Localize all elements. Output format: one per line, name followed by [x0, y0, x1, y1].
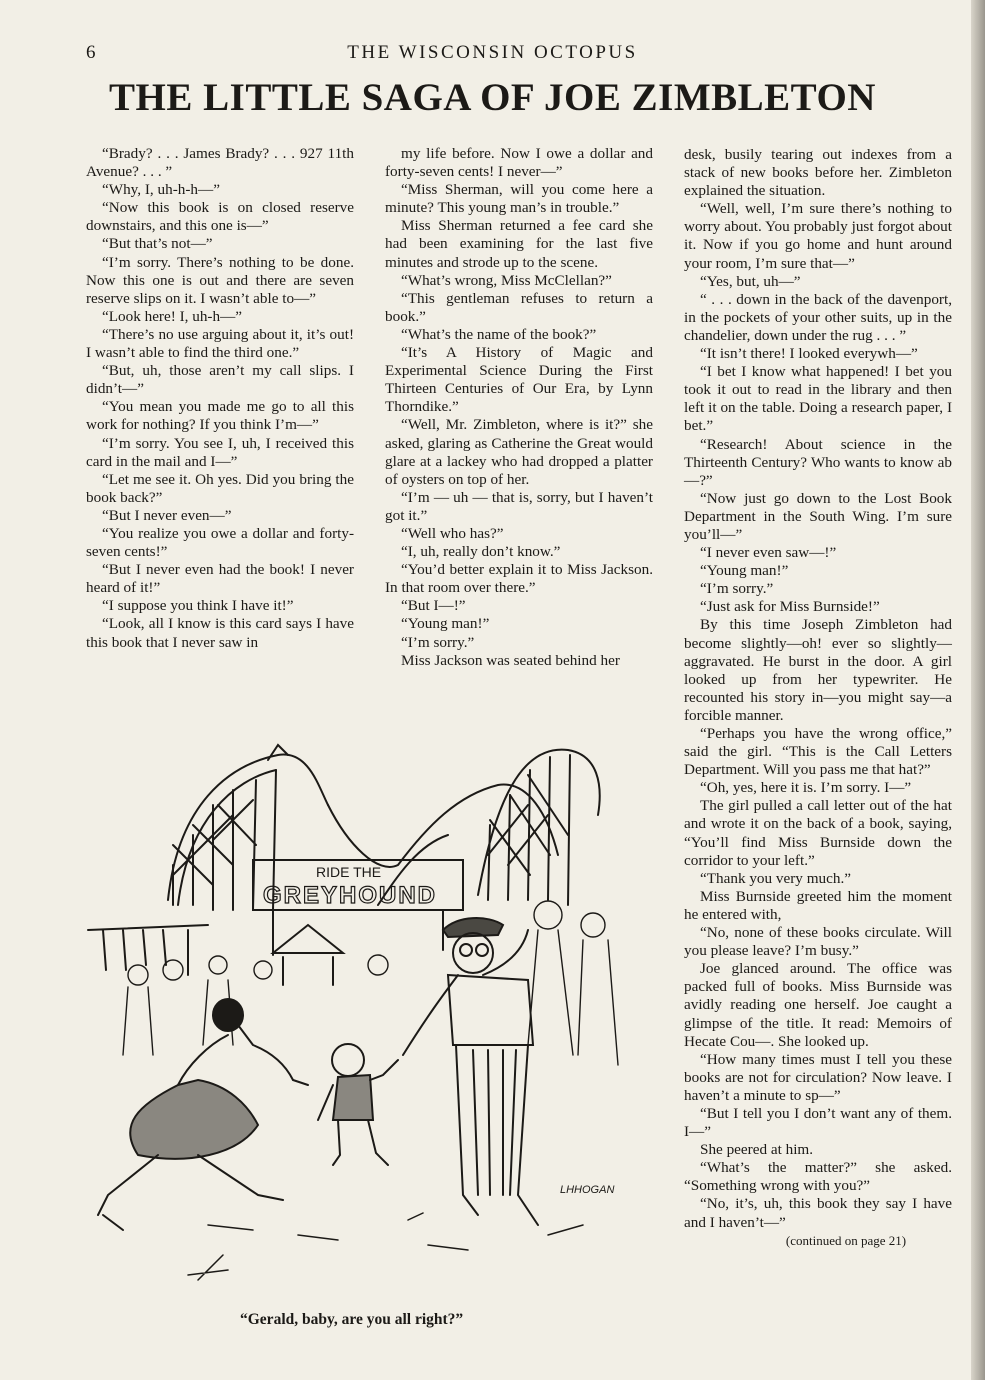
fence-drawing — [88, 925, 343, 985]
page-number: 6 — [86, 42, 96, 63]
paragraph: By this time Joseph Zimbleton had become slightly—oh! ever so slightly—aggravated. He burst in the door. A girl looked up from her typewriter. He recounted his story in—you might say—a forcible manner. — [684, 616, 952, 724]
paragraph: “Research! About science in the Thirteenth Century? Who wants to know ab—?” — [684, 435, 952, 489]
paragraph: “I suppose you think I have it!” — [102, 597, 294, 615]
paragraph: “Well, Mr. Zimbleton, where is it?” she asked, glaring as Catherine the Great would glare at a lackey who had dropped a platter of oysters on top of her. — [385, 416, 653, 488]
paragraph: “I’m sorry.” — [700, 580, 774, 598]
paragraph: “I’m sorry.” — [401, 633, 475, 651]
paragraph: Miss Burnside greeted him the moment he entered with, — [684, 887, 952, 923]
paragraph: “But I never even had the book! I never heard of it!” — [86, 561, 354, 597]
paragraph: “I bet I know what happened! I bet you took it out to read in the library and then left it on the table. Doing a research paper, I bet.” — [684, 363, 952, 435]
paragraph: “Why, I, uh-h-h—” — [102, 181, 220, 199]
paragraph: “Miss Sherman, will you come here a minute? This young man’s in trouble.” — [385, 181, 653, 217]
paragraph: “Brady? . . . James Brady? . . . 927 11th Avenue? . . . ” — [86, 145, 354, 181]
paragraph: “Just ask for Miss Burnside!” — [700, 598, 880, 616]
paragraph: my life before. Now I owe a dollar and forty-seven cents! I never—” — [385, 145, 653, 181]
paragraph: “Well, well, I’m sure there’s nothing to worry about. You probably just forgot about it. Now if you go home and hunt around your room, I’m sure that—” — [684, 200, 952, 272]
paragraph: “Let me see it. Oh yes. Did you bring the book back?” — [86, 470, 354, 506]
paragraph: “How many times must I tell you these books are not for circulation? Now leave. I haven’t a minute to sp—” — [684, 1050, 952, 1104]
paragraph: “No, it’s, uh, this book they say I have and I haven’t—” — [684, 1195, 952, 1231]
paragraph: “I never even saw—!” — [700, 544, 837, 562]
paragraph: “Well who has?” — [401, 524, 504, 542]
paragraph: “What’s the matter?” she asked. “Something wrong with you?” — [684, 1159, 952, 1195]
paragraph: “Look, all I know is this card says I have this book that I never saw in — [86, 615, 354, 651]
paragraph: “You’d better explain it to Miss Jackson. In that room over there.” — [385, 561, 653, 597]
paragraph: “It isn’t there! I looked everywh—” — [700, 345, 918, 363]
paragraph: “You realize you owe a dollar and forty-seven cents!” — [86, 524, 354, 561]
paragraph: “But I never even—” — [102, 506, 232, 524]
woman-figure — [98, 999, 308, 1230]
paragraph: “But I—!” — [401, 597, 466, 615]
paragraph: “Perhaps you have the wrong office,” said the girl. “This is the Call Letters Department. Will you pass me that hat?” — [684, 725, 952, 779]
cartoon-illustration — [78, 725, 668, 1295]
ground-scribbles — [188, 1213, 583, 1280]
paragraph: “But I tell you I don’t want any of them. I—” — [684, 1104, 952, 1141]
paragraph: She peered at him. — [700, 1141, 814, 1159]
paragraph: “Oh, yes, here it is. I’m sorry. I—” — [700, 779, 912, 797]
paragraph: “But, uh, those aren’t my call slips. I didn’t—” — [86, 362, 354, 398]
man-figure — [403, 918, 538, 1225]
paragraph: “What’s wrong, Miss McClellan?” — [401, 271, 612, 289]
paragraph: “No, none of these books circulate. Will you please leave? I’m busy.” — [684, 924, 952, 960]
paragraph: “There’s no use arguing about it, it’s out! I wasn’t able to find the third one.” — [86, 325, 354, 362]
paragraph: “Yes, but, uh—” — [700, 272, 801, 290]
paragraph: “I’m — uh — that is, sorry, but I haven’t got it.” — [385, 488, 653, 524]
paragraph: “Now just go down to the Lost Book Department in the South Wing. I’m sure you’ll—” — [684, 489, 952, 543]
artist-signature: LHHOGAN — [560, 1184, 615, 1196]
paragraph: “You mean you made me go to all this work for nothing? If you think I’m—” — [86, 398, 354, 434]
paragraph: Miss Sherman returned a fee card she had been examining for the last five minutes and strode up to the scene. — [385, 217, 653, 271]
paragraph: Miss Jackson was seated behind her — [401, 651, 620, 669]
paragraph: “Now this book is on closed reserve downstairs, and this one is—” — [86, 199, 354, 235]
paragraph: Joe glanced around. The office was packed full of books. Miss Burnside was avidly reading one herself. Joe caught a glimpse of the title. It read: Memoirs of Hecate Cou—. She looked up. — [684, 960, 952, 1050]
text-column-2 — [385, 145, 653, 670]
paragraph: “I’m sorry. There’s nothing to be done. Now this one is out and there are seven reserve slips on it. I wasn’t able to—” — [86, 253, 354, 307]
paragraph: “Thank you very much.” — [700, 869, 851, 887]
page-edge-shadow — [971, 0, 985, 1380]
text-column-3 — [684, 146, 952, 1250]
article-title: THE LITTLE SAGA OF JOE ZIMBLETON — [109, 76, 876, 119]
paragraph: “I’m sorry. You see I, uh, I received this card in the mail and I—” — [86, 434, 354, 470]
child-figure — [318, 1044, 398, 1165]
continued-note: (continued on page 21) — [785, 1232, 907, 1248]
greyhound-sign — [253, 860, 463, 955]
text-column-1 — [86, 145, 354, 652]
paragraph: “What’s the name of the book?” — [401, 325, 597, 343]
paragraph: “Look here! I, uh-h—” — [102, 307, 243, 325]
paragraph: “But that’s not—” — [102, 235, 213, 253]
paragraph: “I, uh, really don’t know.” — [401, 543, 561, 561]
paragraph: desk, busily tearing out indexes from a stack of new books before her. Zimbleton explained the situation. — [684, 146, 952, 200]
paragraph: “Young man!” — [401, 615, 490, 633]
cartoon-caption: “Gerald, baby, are you all right?” — [240, 1311, 464, 1328]
paragraph: “This gentleman refuses to return a book.” — [385, 289, 653, 325]
paragraph: “It’s A History of Magic and Experimental Science During the First Thirteen Centuries of Our Era, by Lynn Thorndike.” — [385, 344, 653, 416]
paragraph: The girl pulled a call letter out of the hat and wrote it on the back of a book, saying, “You’ll find Miss Burnside down the corridor to your left.” — [684, 797, 952, 869]
sign-top-text: RIDE THE — [316, 864, 382, 880]
page-header — [0, 42, 985, 66]
running-head: THE WISCONSIN OCTOPUS — [347, 42, 638, 63]
paragraph: “ . . . down in the back of the davenport, in the pockets of your other suits, up in the chandelier, down under the rug . . . ” — [684, 290, 952, 344]
sign-main-text: GREYHOUND — [263, 882, 438, 909]
paragraph: “Young man!” — [700, 562, 789, 580]
